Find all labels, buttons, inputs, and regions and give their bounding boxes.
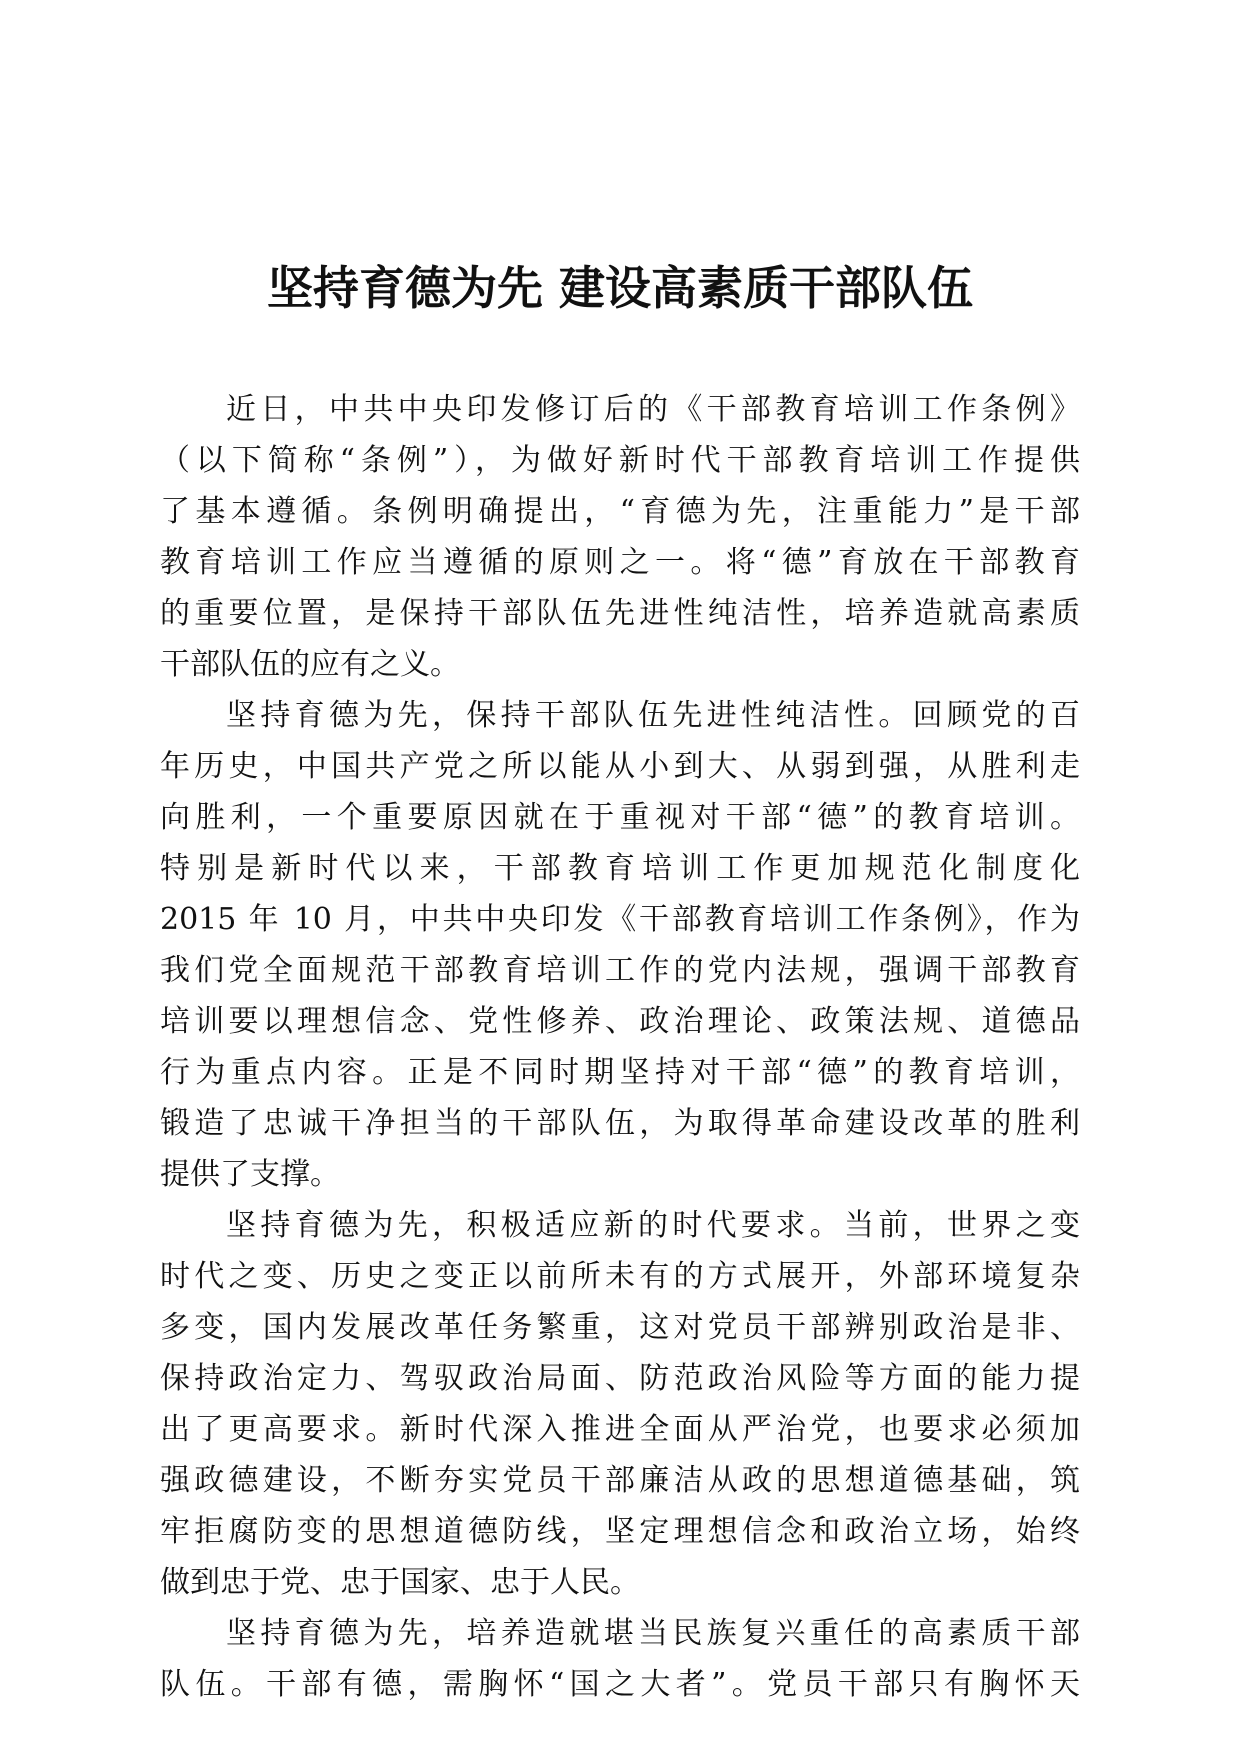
paragraph-line: 锻造了忠诚干净担当的干部队伍，为取得革命建设改革的胜利 — [160, 1106, 1080, 1141]
paragraph-line: 出了更高要求。新时代深入推进全面从严治党，也要求必须加 — [160, 1412, 1080, 1447]
paragraph-line: 坚持育德为先，培养造就堪当民族复兴重任的高素质干部 — [226, 1616, 1080, 1651]
paragraph-line: 近日，中共中央印发修订后的《干部教育培训工作条例》 — [226, 392, 1080, 427]
paragraph-line: 教育培训工作应当遵循的原则之一。将“德”育放在干部教育 — [160, 545, 1080, 580]
paragraph-line: 干部队伍的应有之义。 — [160, 647, 460, 682]
paragraph-line: 保持政治定力、驾驭政治局面、防范政治风险等方面的能力提 — [160, 1361, 1080, 1396]
paragraph-line: 牢拒腐防变的思想道德防线，坚定理想信念和政治立场，始终 — [160, 1514, 1080, 1549]
paragraph-line: 坚持育德为先，保持干部队伍先进性纯洁性。回顾党的百 — [226, 698, 1080, 733]
paragraph-line: 强政德建设，不断夯实党员干部廉洁从政的思想道德基础，筑 — [160, 1463, 1080, 1498]
paragraph-line: 做到忠于党、忠于国家、忠于人民。 — [160, 1565, 640, 1600]
paragraph-line: 提供了支撑。 — [160, 1157, 340, 1192]
paragraph-line: 坚持育德为先，积极适应新的时代要求。当前，世界之变 — [226, 1208, 1080, 1243]
document-body — [160, 384, 1080, 1710]
paragraph-line: 队伍。干部有德，需胸怀“国之大者”。党员干部只有胸怀天 — [160, 1667, 1080, 1702]
paragraph-line: 我们党全面规范干部教育培训工作的党内法规，强调干部教育 — [160, 953, 1080, 988]
document-title: 坚持育德为先 建设高素质干部队伍 — [266, 261, 973, 315]
paragraph-line: 培训要以理想信念、党性修养、政治理论、政策法规、道德品 — [160, 1004, 1080, 1039]
paragraph-line: 向胜利，一个重要原因就在于重视对干部“德”的教育培训。 — [160, 800, 1080, 835]
paragraph-line: 行为重点内容。正是不同时期坚持对干部“德”的教育培训， — [160, 1055, 1080, 1090]
paragraph-line: 多变，国内发展改革任务繁重，这对党员干部辨别政治是非、 — [160, 1310, 1080, 1345]
paragraph-line: （以下简称“条例”），为做好新时代干部教育培训工作提供 — [160, 443, 1080, 478]
paragraph-line: 特别是新时代以来，干部教育培训工作更加规范化制度化 — [160, 851, 1080, 886]
paragraph-line: 2015 年 10 月，中共中央印发《干部教育培训工作条例》，作为 — [160, 902, 1080, 937]
paragraph-line: 的重要位置，是保持干部队伍先进性纯洁性，培养造就高素质 — [160, 596, 1080, 631]
paragraph-line: 年历史，中国共产党之所以能从小到大、从弱到强，从胜利走 — [160, 749, 1080, 784]
paragraph-line: 时代之变、历史之变正以前所未有的方式展开，外部环境复杂 — [160, 1259, 1080, 1294]
paragraph-line: 了基本遵循。条例明确提出，“育德为先，注重能力”是干部 — [160, 494, 1080, 529]
